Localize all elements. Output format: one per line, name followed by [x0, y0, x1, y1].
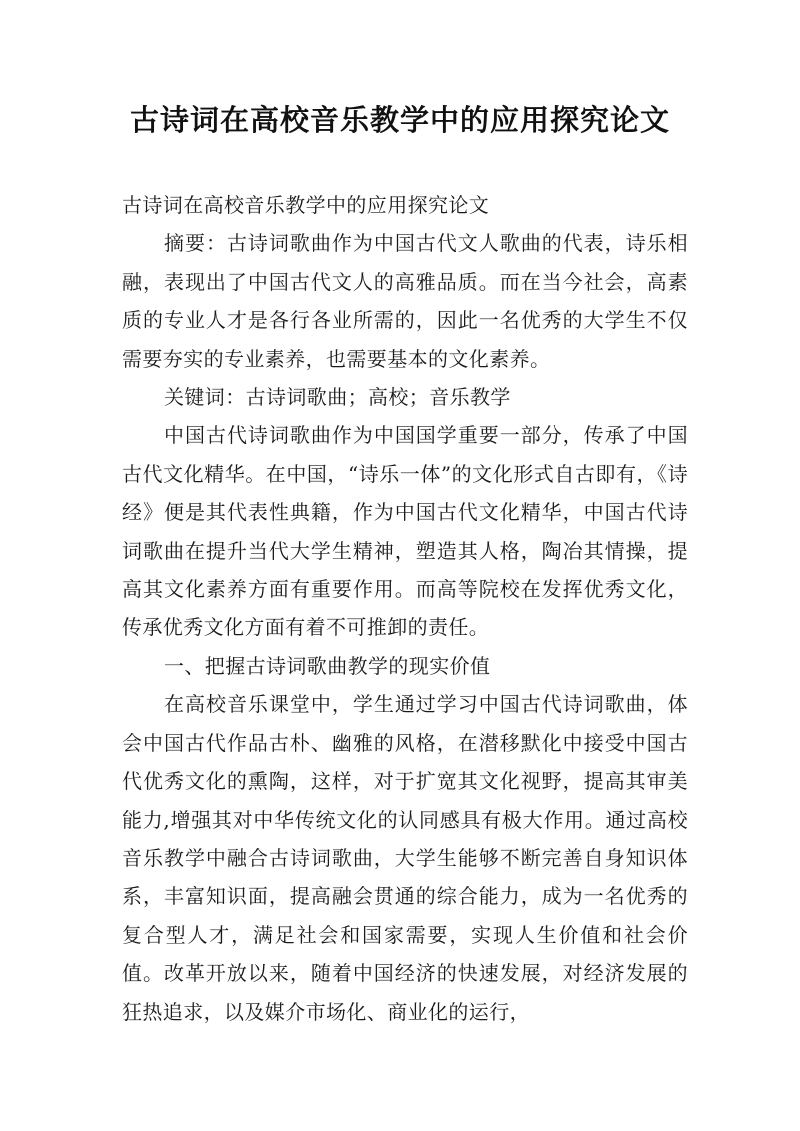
- body-paragraph: 在高校音乐课堂中，学生通过学习中国古代诗词歌曲，体会中国古代作品古朴、幽雅的风格，在潜移默化中接受中国古代优秀文化的熏陶，这样，对于扩宽其文化视野，提高其审美能力,增强其对中华传统文化的认同感具有极大作用。通过高校音乐教学中融合古诗词歌曲，大学生能够不断完善自身知识体系，丰富知识面，提高融会贯通的综合能力，成为一名优秀的复合型人才，满足社会和国家需要，实现人生价值和社会价值。改革开放以来，随着中国经济的快速发展，对经济发展的狂热追求，以及媒介市场化、商业化的运行，: [122, 692, 688, 1024]
- document-body: [122, 186, 688, 1031]
- section-heading: 一、把握古诗词歌曲教学的现实价值: [164, 653, 491, 678]
- document-subtitle: 古诗词在高校音乐教学中的应用探究论文: [122, 193, 490, 217]
- abstract-paragraph: 摘要：古诗词歌曲作为中国古代文人歌曲的代表，诗乐相融，表现出了中国古代文人的高雅品质。而在当今社会，高素质的专业人才是各行各业所需的，因此一名优秀的大学生不仅需要夯实的专业素养，也需要基本的文化素养。: [122, 231, 688, 371]
- document-title: 古诗词在高校音乐教学中的应用探究论文: [129, 103, 670, 137]
- body-paragraph: 中国古代诗词歌曲作为中国国学重要一部分，传承了中国古代文化精华。在中国，“诗乐一体”的文化形式自古即有，《诗经》便是其代表性典籍，作为中国古代文化精华，中国古代诗词歌曲在提升当代大学生精神，塑造其人格，陶冶其情操，提高其文化素养方面有重要作用。而高等院校在发挥优秀文化，传承优秀文化方面有着不可推卸的责任。: [122, 423, 688, 640]
- keywords-line: 关键词：古诗词歌曲；高校；音乐教学: [164, 385, 511, 410]
